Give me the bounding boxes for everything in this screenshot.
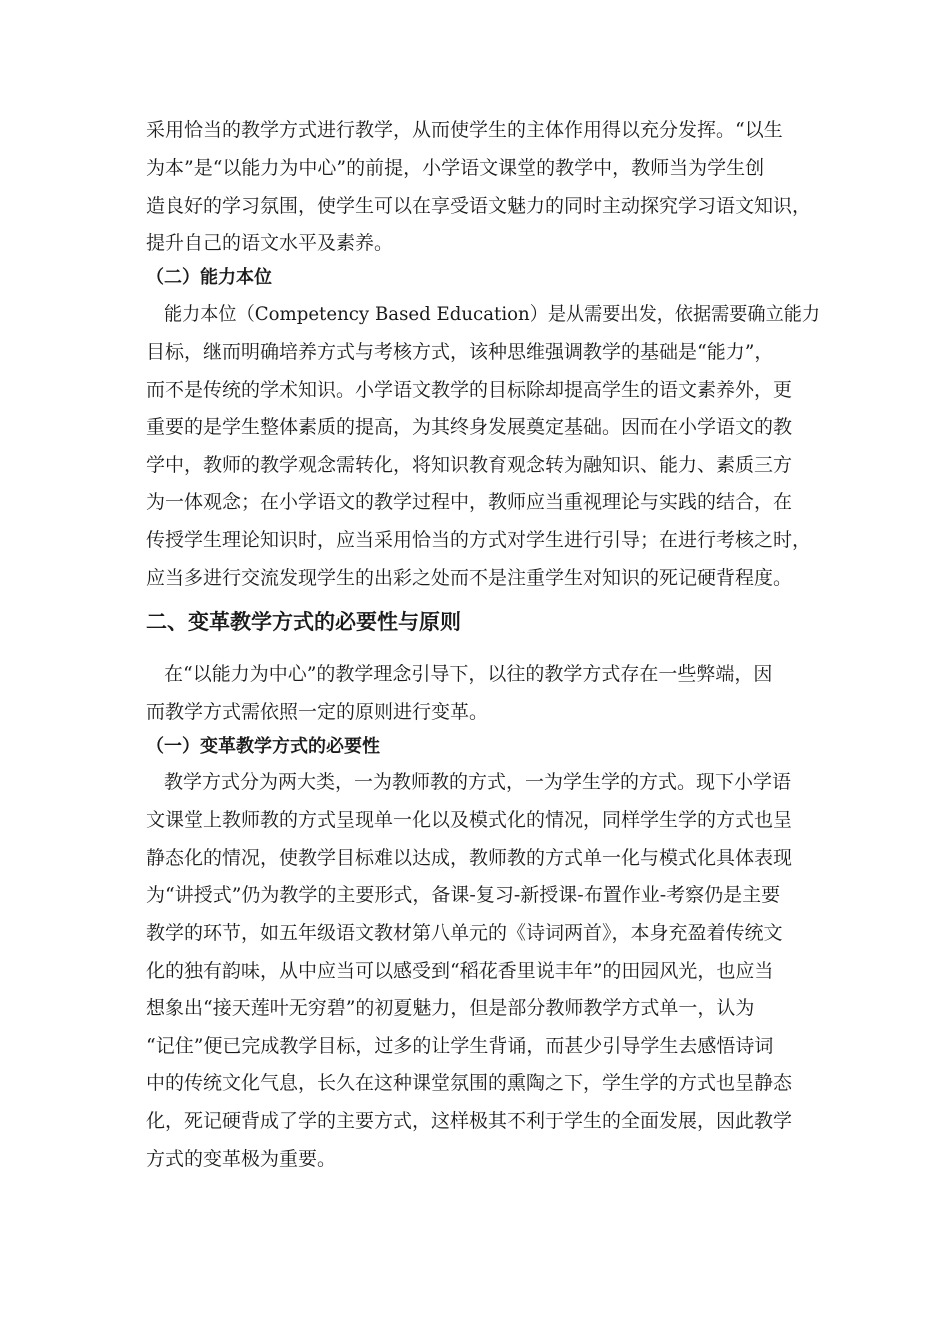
paragraph-line: 学中，教师的教学观念需转化，将知识教育观念转为融知识、能力、素质三方 — [146, 454, 793, 476]
paragraph-line: 教学的环节，如五年级语文教材第八单元的《诗词两首》，本身充盈着传统文 — [146, 922, 783, 944]
paragraph-line: 中的传统文化气息，长久在这种课堂氛围的熏陶之下，学生学的方式也呈静态 — [146, 1072, 793, 1094]
paragraph-line: 而不是传统的学术知识。小学语文教学的目标除却提高学生的语文素养外，更 — [146, 379, 793, 401]
paragraph-line: 应当多进行交流发现学生的出彩之处而不是注重学生对知识的死记硬背程度。 — [146, 567, 793, 589]
paragraph-line: “记住”便已完成教学目标，过多的让学生背诵，而甚少引导学生去感悟诗词 — [146, 1035, 774, 1057]
subsection-heading: （二）能力本位 — [146, 267, 272, 288]
paragraph-line: 化，死记硬背成了学的主要方式，这样极其不利于学生的全面发展，因此教学 — [146, 1110, 793, 1132]
paragraph-line: 文课堂上教师教的方式呈现单一化以及模式化的情况，同样学生学的方式也呈 — [146, 809, 793, 831]
paragraph-line: 提升自己的语文水平及素养。 — [146, 232, 394, 254]
paragraph-line: 为本”是“以能力为中心”的前提，小学语文课堂的教学中，教师当为学生创 — [146, 157, 765, 179]
paragraph-line: 化的独有韵味，从中应当可以感受到“稻花香里说丰年”的田园风光，也应当 — [146, 960, 774, 982]
paragraph-line: 为“讲授式”仍为教学的主要形式，备课-复习-新授课-布置作业-考察仍是主要 — [146, 884, 781, 906]
paragraph-line: 为一体观念；在小学语文的教学过程中，教师应当重视理论与实践的结合，在 — [146, 491, 793, 513]
paragraph-line: 能力本位（Competency Based Education）是从需要出发，依据需要确立能力 — [164, 303, 820, 325]
paragraph-line: 静态化的情况，使教学目标难以达成，教师教的方式单一化与模式化具体表现 — [146, 847, 793, 869]
paragraph-line: 采用恰当的教学方式进行教学，从而使学生的主体作用得以充分发挥。“以生 — [146, 119, 783, 141]
paragraph-line: 在“以能力为中心”的教学理念引导下，以往的教学方式存在一些弊端，因 — [164, 663, 773, 685]
paragraph-line: 想象出“接天莲叶无穷碧”的初夏魅力，但是部分教师教学方式单一，认为 — [146, 997, 755, 1019]
paragraph-line: 重要的是学生整体素质的提高，为其终身发展奠定基础。因而在小学语文的教 — [146, 416, 793, 438]
subsection-heading: （一）变革教学方式的必要性 — [146, 736, 380, 757]
paragraph-line: 方式的变革极为重要。 — [146, 1148, 337, 1170]
paragraph-line: 教学方式分为两大类，一为教师教的方式，一为学生学的方式。现下小学语 — [164, 771, 792, 793]
paragraph-line: 造良好的学习氛围，使学生可以在享受语文魅力的同时主动探究学习语文知识， — [146, 195, 812, 217]
paragraph-line: 目标，继而明确培养方式与考核方式，该种思维强调教学的基础是“能力”， — [146, 341, 774, 363]
paragraph-line: 传授学生理论知识时，应当采用恰当的方式对学生进行引导；在进行考核之时， — [146, 529, 812, 551]
paragraph-line: 而教学方式需依照一定的原则进行变革。 — [146, 701, 489, 723]
section-heading: 二、变革教学方式的必要性与原则 — [146, 610, 461, 634]
